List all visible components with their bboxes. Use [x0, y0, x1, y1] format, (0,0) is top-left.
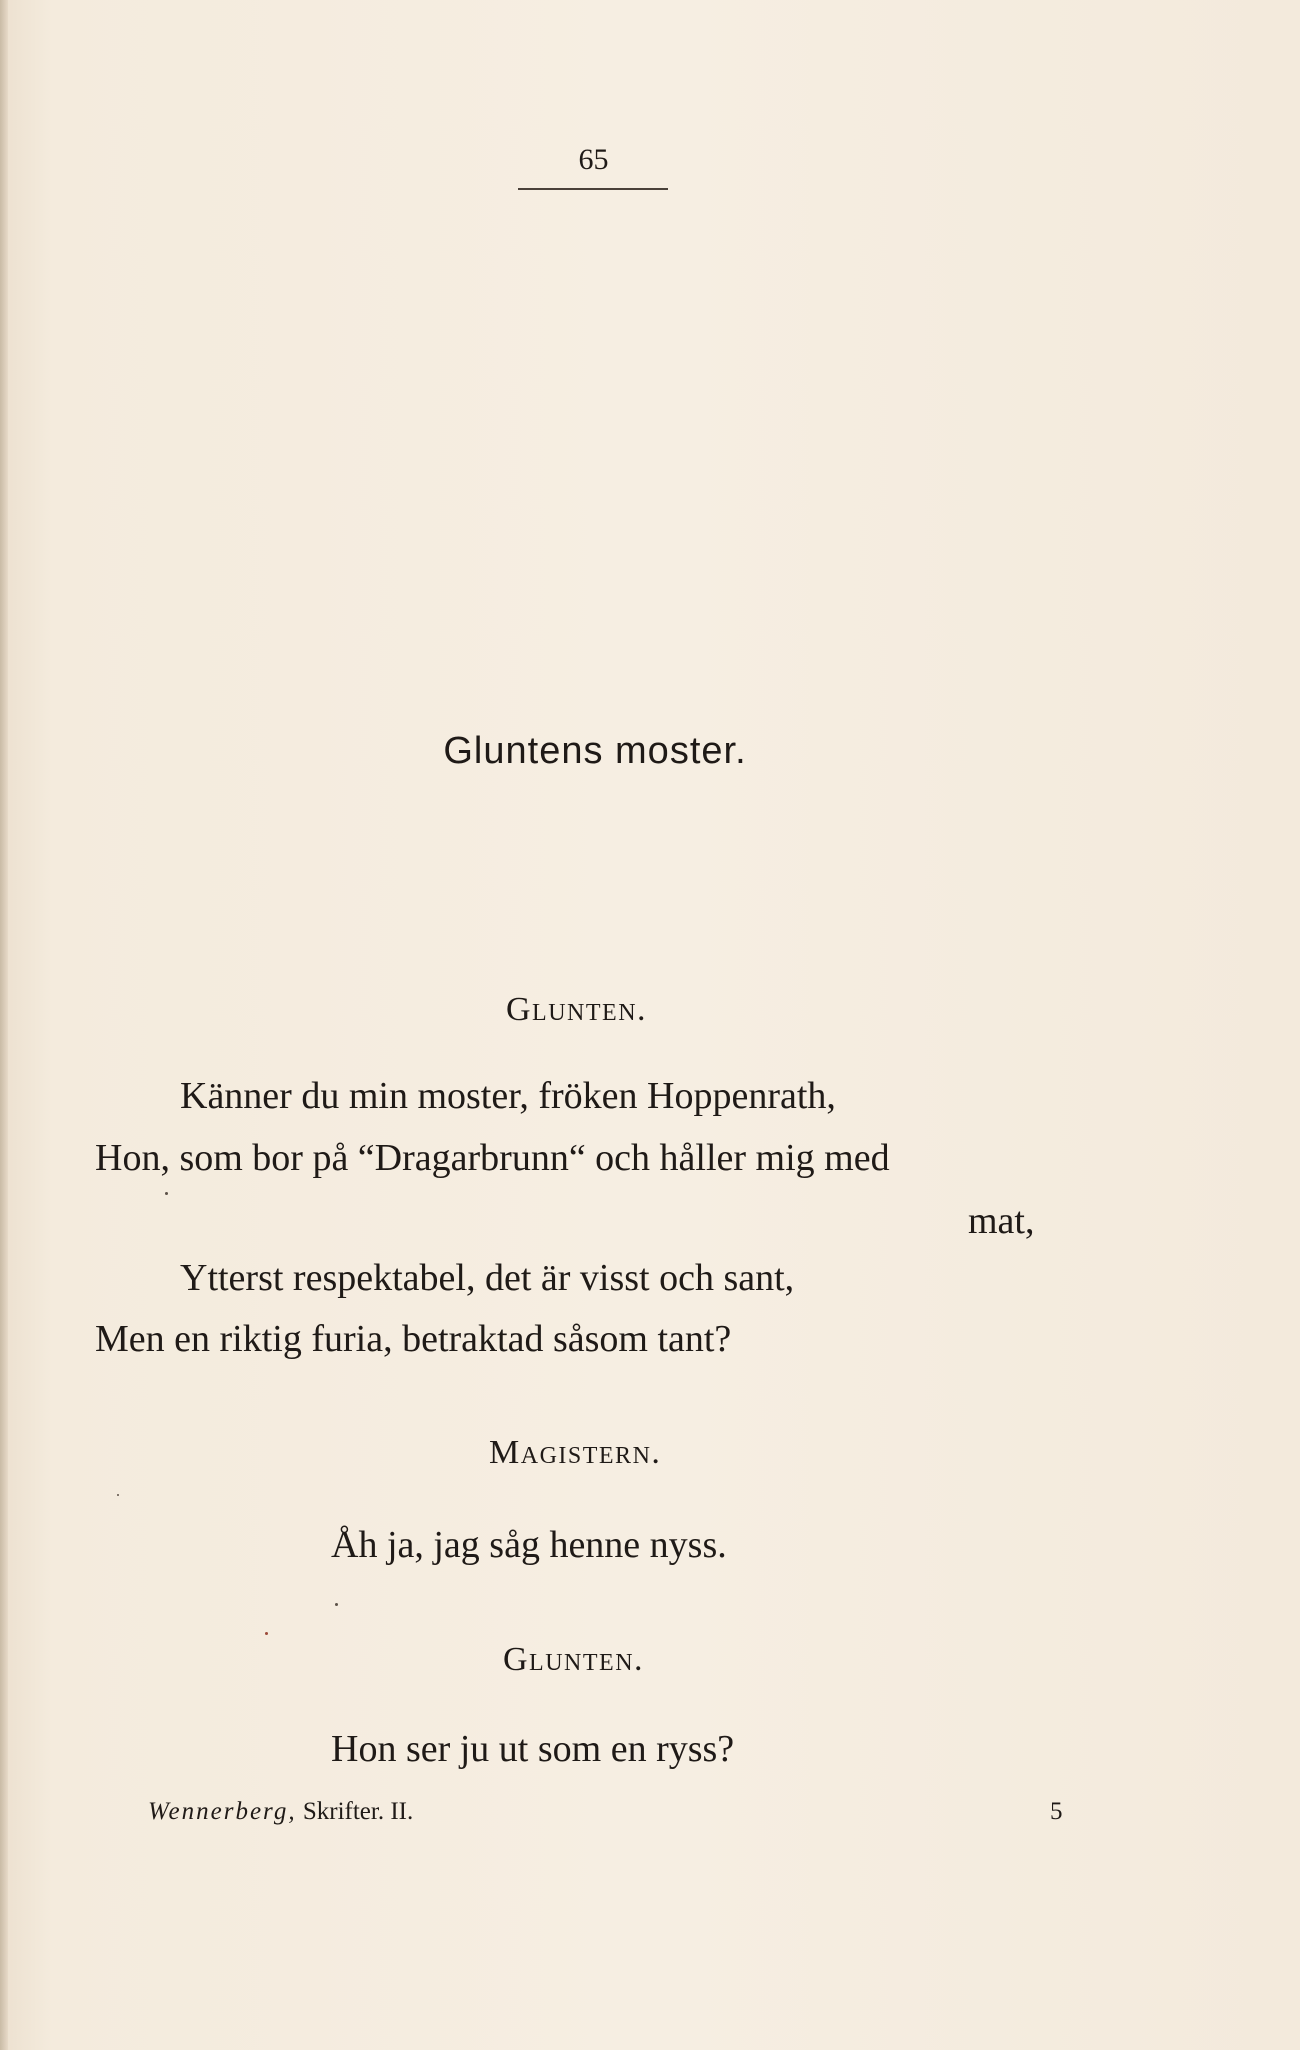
- paper-speck: [335, 1603, 338, 1606]
- verse-line: Ytterst respektabel, det är visst och sant,: [180, 1257, 795, 1299]
- header-rule: [518, 188, 668, 190]
- footer-volume: II.: [390, 1798, 414, 1825]
- paper-speck: [117, 1494, 119, 1496]
- footer-reference: [148, 1797, 413, 1827]
- footer-work: Skrifter.: [302, 1798, 385, 1825]
- footer-signature: 5: [1050, 1798, 1063, 1825]
- verse-line: Åh ja, jag såg henne nyss.: [331, 1524, 727, 1566]
- verse-line: Hon, som bor på “Dragarbrunn“ och håller mig med: [95, 1137, 890, 1179]
- footer-author: Wennerberg,: [148, 1798, 297, 1825]
- verse-line: mat,: [968, 1200, 1035, 1242]
- speaker-name: Magistern.: [489, 1434, 662, 1471]
- page-number: 65: [578, 143, 609, 176]
- verse-line: Känner du min moster, fröken Hoppenrath,: [180, 1075, 836, 1117]
- paper-speck: [165, 1192, 168, 1195]
- page-edge: [0, 0, 8, 2050]
- verse-line: Men en riktig furia, betraktad såsom tant?: [95, 1318, 732, 1360]
- poem-title: Gluntens moster.: [443, 730, 747, 772]
- speaker-name: Glunten.: [506, 991, 648, 1028]
- speaker-name: Glunten.: [503, 1641, 645, 1678]
- paper-speck: [265, 1632, 268, 1635]
- verse-line: Hon ser ju ut som en ryss?: [331, 1728, 735, 1770]
